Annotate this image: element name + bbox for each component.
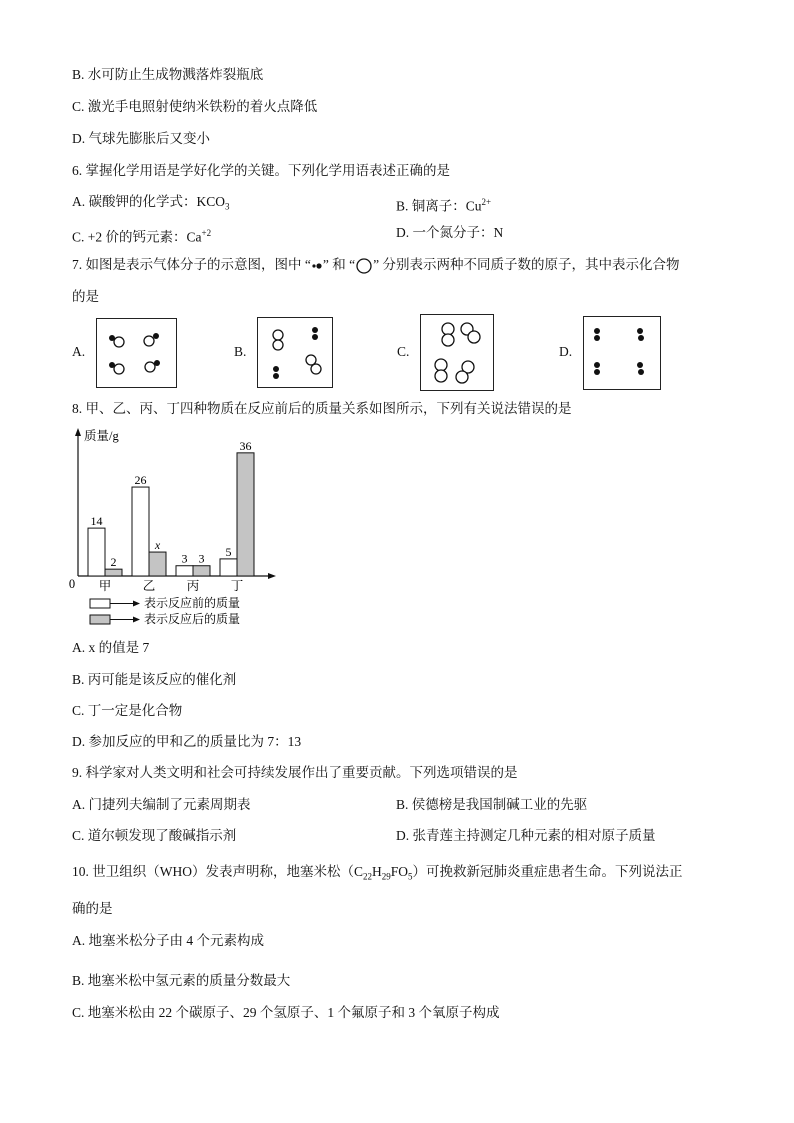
q5-option-b: B. 水可防止生成物溅落炸裂瓶底 [72, 67, 264, 82]
legend-arrow-icon [133, 617, 140, 623]
white-diatomic-molecule-icon [461, 323, 480, 343]
bar-value-label: 5 [225, 544, 232, 559]
q7-stem [72, 256, 679, 274]
black-diatomic-molecule-icon [637, 362, 644, 375]
molecule-diagram-c [421, 315, 493, 390]
q6-option-c-text: C. +2 价的钙元素：Ca [72, 229, 202, 245]
bar-value-label: 26 [134, 473, 147, 488]
y-axis-label: 质量/g [84, 429, 119, 443]
q7-option-a-diagram [96, 318, 177, 388]
category-label: 丁 [230, 579, 244, 593]
q9-stem: 9. 科学家对人类文明和社会可持续发展作出了重要贡献。下列选项错误的是 [72, 765, 518, 780]
bar-甲-after [105, 569, 122, 576]
y-axis-arrow-icon [75, 428, 81, 436]
formula-fo: FO [390, 864, 409, 879]
q6-option-b [396, 193, 491, 216]
q10-stem-part1: 10. 世卫组织（WHO）发表声明称，地塞米松（ [72, 864, 354, 879]
q7-label-b: B. [234, 344, 247, 359]
q7-label-d: D. [559, 344, 573, 359]
q7-option-d-diagram [583, 316, 661, 390]
legend-swatch-before [90, 599, 110, 608]
q7-option-b-diagram [257, 317, 333, 388]
q8-option-a: A. x 的值是 7 [72, 640, 150, 655]
q10-stem-part2: ）可挽救新冠肺炎重症患者生命。下列说法正 [412, 864, 683, 879]
bar-乙-after [149, 552, 166, 576]
q9-option-b: B. 侯德榜是我国制碱工业的先驱 [396, 797, 588, 812]
q10-option-a: A. 地塞米松分子由 4 个元素构成 [72, 933, 264, 948]
bar-甲-before [88, 528, 105, 576]
category-label: 甲 [98, 579, 112, 593]
q10-option-b: B. 地塞米松中氢元素的质量分数最大 [72, 973, 291, 988]
dexamethasone-formula [354, 864, 413, 882]
q9-option-c: C. 道尔顿发现了酸碱指示剂 [72, 828, 237, 843]
mass-bar-chart [66, 426, 286, 632]
molecule-icon [145, 360, 160, 372]
q8-option-b: B. 丙可能是该反应的催化剂 [72, 672, 237, 687]
origin-label: 0 [68, 577, 76, 591]
category-labels [99, 579, 244, 593]
black-diatomic-molecule-icon [637, 328, 644, 341]
legend-label-before: 表示反应前的质量 [144, 596, 241, 610]
bar-value-label: 14 [90, 514, 103, 529]
formula-h-sub: 29 [381, 871, 391, 882]
x-axis-arrow-icon [268, 573, 276, 579]
black-atom-pair-icon [311, 261, 323, 271]
q10-stem-line2: 确的是 [72, 901, 113, 916]
q7-label-a: A. [72, 344, 86, 359]
q6-option-d: D. 一个氮分子：N [396, 225, 504, 240]
formula-c-sub: 22 [363, 871, 373, 882]
legend-arrow-icon [133, 601, 140, 607]
q9-option-d: D. 张青莲主持测定几种元素的相对原子质量 [396, 828, 656, 843]
molecule-icon [109, 335, 124, 347]
molecule-icon [109, 362, 124, 374]
q9-option-a: A. 门捷列夫编制了元素周期表 [72, 797, 251, 812]
white-diatomic-molecule-icon [456, 361, 474, 383]
legend-label-after: 表示反应后的质量 [144, 612, 241, 626]
white-diatomic-molecule-icon [273, 330, 283, 350]
black-diatomic-molecule-icon [273, 366, 279, 379]
molecule-diagram-a [97, 319, 176, 387]
formula-c: C [354, 864, 364, 879]
q7-stem-part2: ” 和 “ [322, 257, 356, 272]
bar-value-label: 3 [198, 551, 205, 566]
q10-option-c: C. 地塞米松由 22 个碳原子、29 个氢原子、1 个氟原子和 3 个氧原子构成 [72, 1005, 500, 1020]
formula-o-sub: 5 [408, 871, 413, 882]
q8-stem: 8. 甲、乙、丙、丁四种物质在反应前后的质量关系如图所示，下列有关说法错误的是 [72, 401, 572, 416]
q8-option-d: D. 参加反应的甲和乙的质量比为 7：13 [72, 734, 302, 749]
q6-option-a-text: A. 碳酸钾的化学式：KCO [72, 194, 226, 209]
q7-stem-line2: 的是 [72, 289, 99, 304]
bar-value-label: 2 [110, 555, 117, 570]
q5-option-c: C. 激光手电照射使纳米铁粉的着火点降低 [72, 99, 318, 114]
q6-option-c-sup: +2 [201, 228, 212, 238]
molecule-diagram-b [258, 318, 332, 387]
molecule-diagram-d [584, 317, 660, 389]
white-diatomic-molecule-icon [442, 323, 454, 346]
q6-option-c [72, 224, 211, 247]
category-label: 乙 [142, 579, 156, 593]
q6-option-b-text: B. 铜离子：Cu [396, 198, 482, 214]
bar-丁-before [220, 559, 237, 576]
bar-丙-after [193, 566, 210, 576]
q8-option-c: C. 丁一定是化合物 [72, 703, 183, 718]
q5-option-d: D. 气球先膨胀后又变小 [72, 131, 210, 146]
q6-option-a [72, 193, 230, 216]
black-diatomic-molecule-icon [594, 328, 600, 341]
q7-option-c-diagram [420, 314, 494, 391]
black-diatomic-molecule-icon [312, 327, 318, 340]
black-diatomic-molecule-icon [594, 362, 600, 375]
bar-value-label: 36 [239, 438, 252, 453]
q6-option-b-sup: 2+ [481, 197, 492, 207]
formula-h: H [372, 864, 382, 879]
q7-stem-part1: 7. 如图是表示气体分子的示意图，图中 “ [72, 257, 311, 272]
chart-legend [90, 595, 240, 626]
bar-value-label: 3 [181, 551, 188, 566]
bar-value-label: x [154, 538, 161, 553]
white-diatomic-molecule-icon [435, 359, 447, 382]
white-atom-icon [355, 258, 373, 274]
q7-label-c: C. [397, 344, 410, 359]
q6-stem: 6. 掌握化学用语是学好化学的关键。下列化学用语表述正确的是 [72, 163, 450, 178]
white-diatomic-molecule-icon [306, 355, 321, 374]
bar-丁-after [237, 453, 254, 576]
chart-bars [88, 439, 254, 576]
molecule-icon [144, 333, 159, 346]
q6-option-a-sub: 3 [225, 201, 230, 212]
bar-丙-before [176, 566, 193, 576]
q7-stem-part3: ” 分别表示两种不同质子数的原子，其中表示化合物 [373, 257, 680, 272]
bar-乙-before [132, 487, 149, 576]
category-label: 丙 [186, 579, 200, 593]
q10-stem [72, 863, 683, 886]
legend-swatch-after [90, 615, 110, 624]
